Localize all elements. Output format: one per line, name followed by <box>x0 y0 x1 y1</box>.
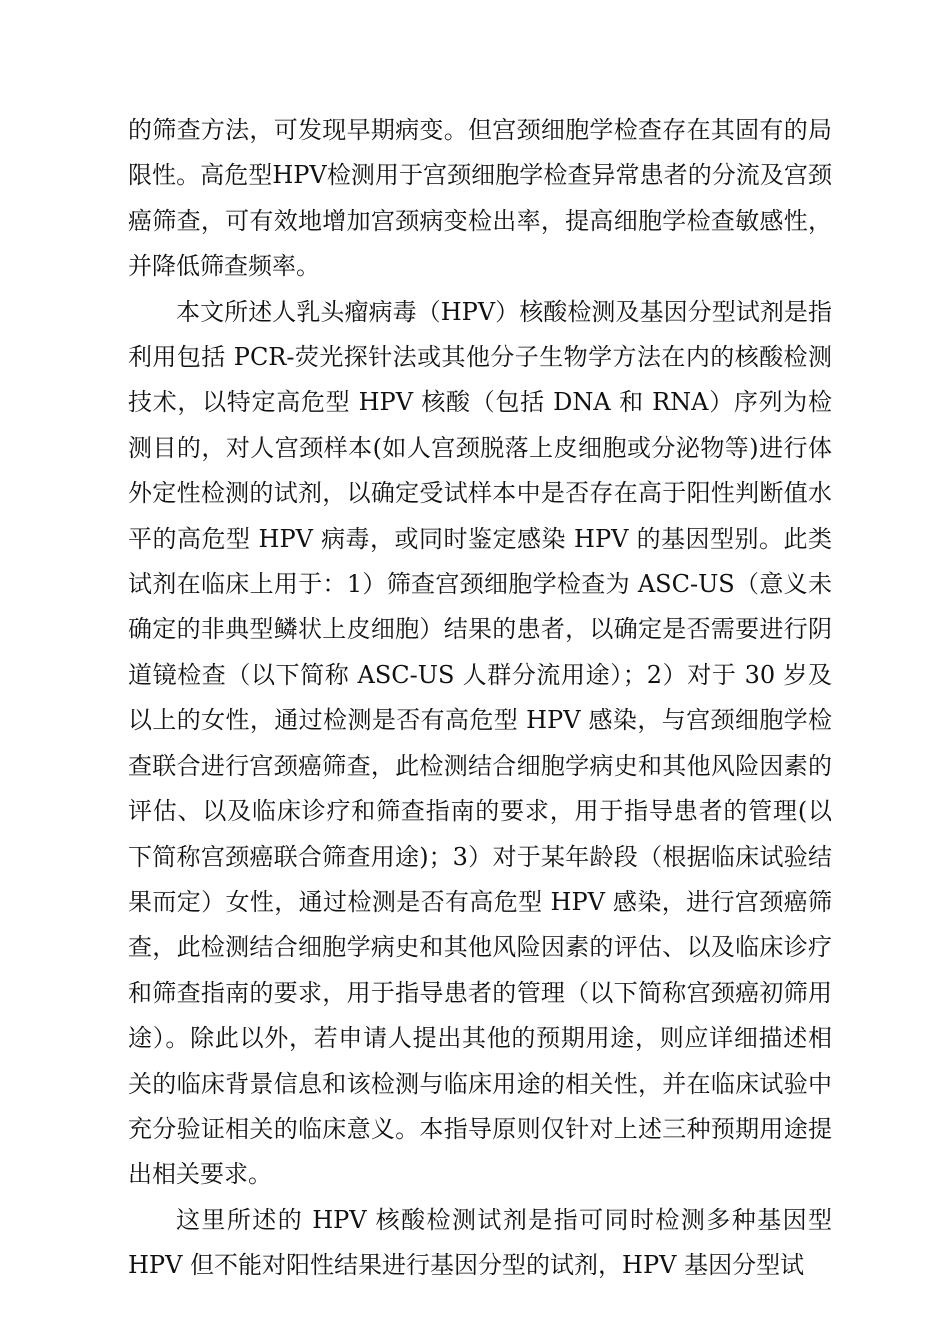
paragraph-1: 的筛查方法，可发现早期病变。但宫颈细胞学检查存在其固有的局限性。高危型HPV检测用于宫颈细胞学检查异常患者的分流及宫颈癌筛查，可有效地增加宫颈病变检出率，提高细胞学检查敏感性，并降低筛查频率。 <box>128 116 832 281</box>
paragraph-2: 本文所述人乳头瘤病毒（HPV）核酸检测及基因分型试剂是指利用包括 PCR-荧光探针法或其他分子生物学方法在内的核酸检测技术，以特定高危型 HPV 核酸（包括 DNA 和 RNA）序列为检测目的，对人宫颈样本(如人宫颈脱落上皮细胞或分泌物等)进行体外定性检测的试剂，以确定受试样本中是否存在高于阳性判断值水平的高危型 HPV 病毒，或同时鉴定感染 HPV 的基因型别。此类试剂在临床上用于：1）筛查宫颈细胞学检查为 ASC-US（意义未确定的非典型鳞状上皮细胞）结果的患者，以确定是否需要进行阴道镜检查（以下简称 ASC-US 人群分流用途）；2）对于 30 岁及以上的女性，通过检测是否有高危型 HPV 感染，与宫颈细胞学检查联合进行宫颈癌筛查，此检测结合细胞学病史和其他风险因素的评估、以及临床诊疗和筛查指南的要求，用于指导患者的管理(以下简称宫颈癌联合筛查用途)；3）对于某年龄段（根据临床试验结果而定）女性，通过检测是否有高危型 HPV 感染，进行宫颈癌筛查，此检测结合细胞学病史和其他风险因素的评估、以及临床诊疗和筛查指南的要求，用于指导患者的管理（以下简称宫颈癌初筛用途）。除此以外，若申请人提出其他的预期用途，则应详细描述相关的临床背景信息和该检测与临床用途的相关性，并在临床试验中充分验证相关的临床意义。本指导原则仅针对上述三种预期用途提出相关要求。 <box>128 297 832 1189</box>
paragraph-3: 这里所述的 HPV 核酸检测试剂是指可同时检测多种基因型 HPV 但不能对阳性结果进行基因分型的试剂，HPV 基因分型试 <box>128 1205 832 1280</box>
body-text <box>128 108 832 1289</box>
